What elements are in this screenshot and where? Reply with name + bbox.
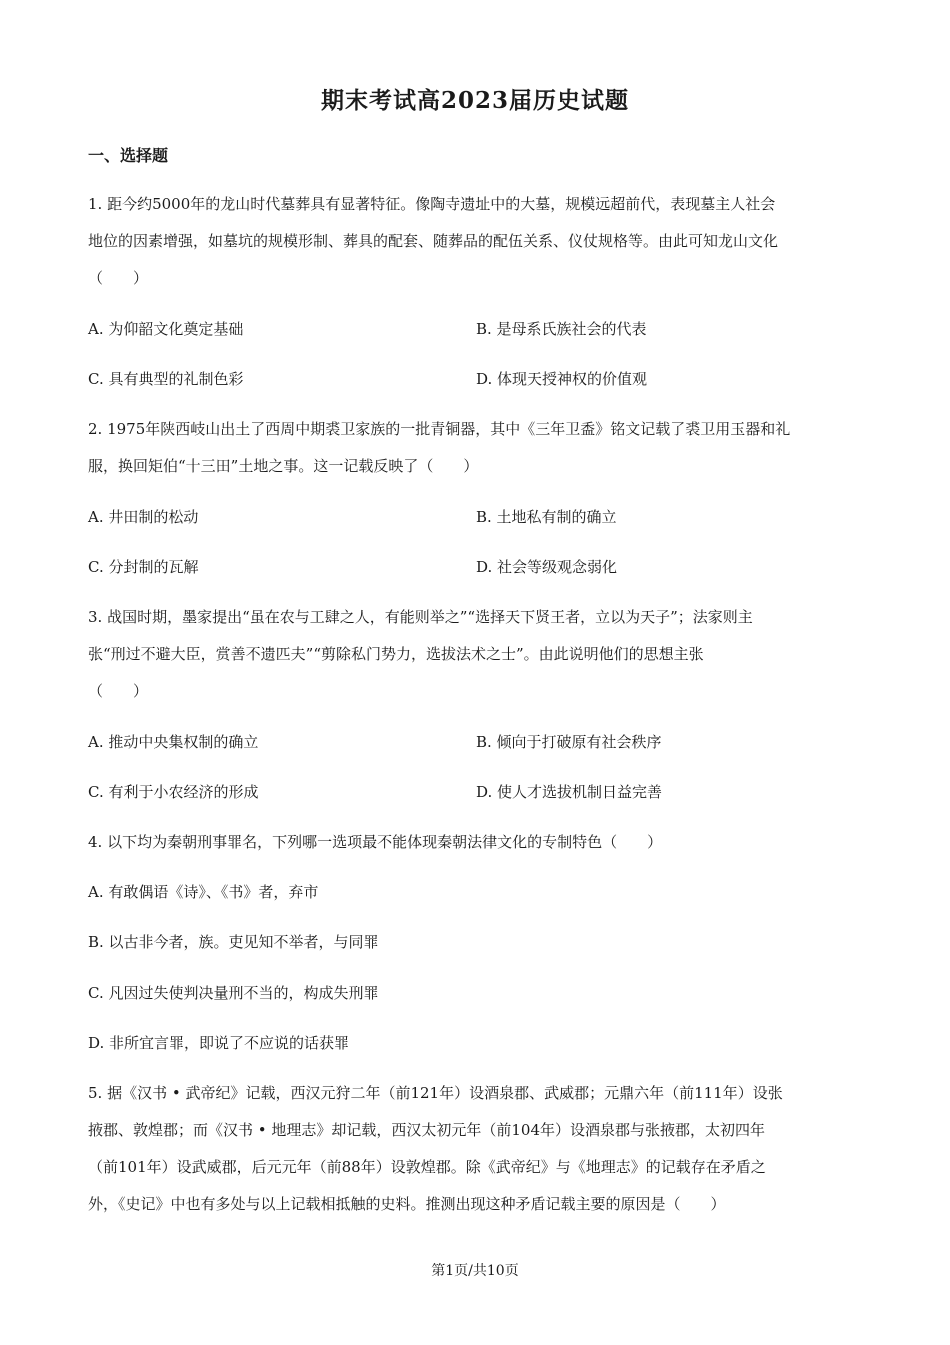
page-number: 第1页/共10页	[431, 1263, 519, 1279]
question-1	[88, 192, 863, 303]
question-3-line-3: （ ）	[88, 682, 149, 700]
question-1-option-d: D. 体现天授神权的价值观	[476, 370, 648, 388]
question-2	[88, 417, 863, 491]
question-2-option-a: A. 井田制的松动	[88, 508, 199, 526]
question-1-option-b: B. 是母系氏族社会的代表	[476, 320, 647, 338]
question-4-line-1: 4. 以下均为秦朝刑事罪名，下列哪一选项最不能体现秦朝法律文化的专制特色（ ）	[88, 833, 663, 851]
question-4-option-a: A. 有敢偶语《诗》、《书》者，弃市	[88, 883, 319, 901]
question-4-option-d: D. 非所宜言罪，即说了不应说的话获罪	[88, 1034, 350, 1052]
question-5-line-1: 5. 据《汉书 • 武帝纪》记载，西汉元狩二年（前121年）设酒泉郡、武威郡；元鼎六年（前111年）设张	[88, 1084, 783, 1102]
question-2-option-c: C. 分封制的瓦解	[88, 558, 199, 576]
question-4	[88, 830, 863, 867]
question-3	[88, 605, 863, 716]
question-3-line-1: 3. 战国时期，墨家提出“虽在农与工肆之人，有能则举之”“选择天下贤王者，立以为天子”；法家则主	[88, 608, 753, 626]
question-3-option-a: A. 推动中央集权制的确立	[88, 733, 259, 751]
question-1-line-1: 1. 距今约5000年的龙山时代墓葬具有显著特征。像陶寺遗址中的大墓，规模远超前代，表现墓主人社会	[88, 195, 776, 213]
question-5	[88, 1081, 863, 1229]
question-2-line-2: 服，换回矩伯“十三田”土地之事。这一记载反映了（ ）	[88, 457, 479, 475]
question-1-option-c: C. 具有典型的礼制色彩	[88, 370, 244, 388]
question-5-line-3: （前101年）设武威郡，后元元年（前88年）设敦煌郡。除《武帝纪》与《地理志》的记载存在矛盾之	[88, 1158, 766, 1176]
question-3-option-d: D. 使人才选拔机制日益完善	[476, 783, 663, 801]
question-5-line-4: 外，《史记》中也有多处与以上记载相抵触的史料。推测出现这种矛盾记载主要的原因是（ ）	[88, 1195, 726, 1213]
question-4-option-c: C. 凡因过失使判决量刑不当的，构成失刑罪	[88, 984, 379, 1002]
question-5-line-2: 掖郡、敦煌郡；而《汉书 • 地理志》却记载，西汉太初元年（前104年）设酒泉郡与张掖郡，太初四年	[88, 1121, 766, 1139]
question-2-option-d: D. 社会等级观念弱化	[476, 558, 618, 576]
question-1-line-3: （ ）	[88, 269, 149, 287]
question-3-option-b: B. 倾向于打破原有社会秩序	[476, 733, 662, 751]
page-title: 期末考试高2023届历史试题	[320, 87, 629, 114]
question-4-option-b: B. 以古非今者，族。吏见知不举者，与同罪	[88, 933, 379, 951]
question-3-option-c: C. 有利于小农经济的形成	[88, 783, 259, 801]
question-1-option-a: A. 为仰韶文化奠定基础	[88, 320, 244, 338]
question-2-line-1: 2. 1975年陕西岐山出土了西周中期裘卫家族的一批青铜器，其中《三年卫盉》铭文记载了裘卫用玉器和礼	[88, 420, 791, 438]
question-2-option-b: B. 土地私有制的确立	[476, 508, 617, 526]
question-1-line-2: 地位的因素增强，如墓坑的规模形制、葬具的配套、随葬品的配伍关系、仪仗规格等。由此可知龙山文化	[88, 232, 779, 250]
section-heading: 一、选择题	[88, 146, 169, 165]
question-3-line-2: 张“刑过不避大臣，赏善不遗匹夫”“剪除私门势力，选拔法术之士”。由此说明他们的思想主张	[88, 645, 704, 663]
